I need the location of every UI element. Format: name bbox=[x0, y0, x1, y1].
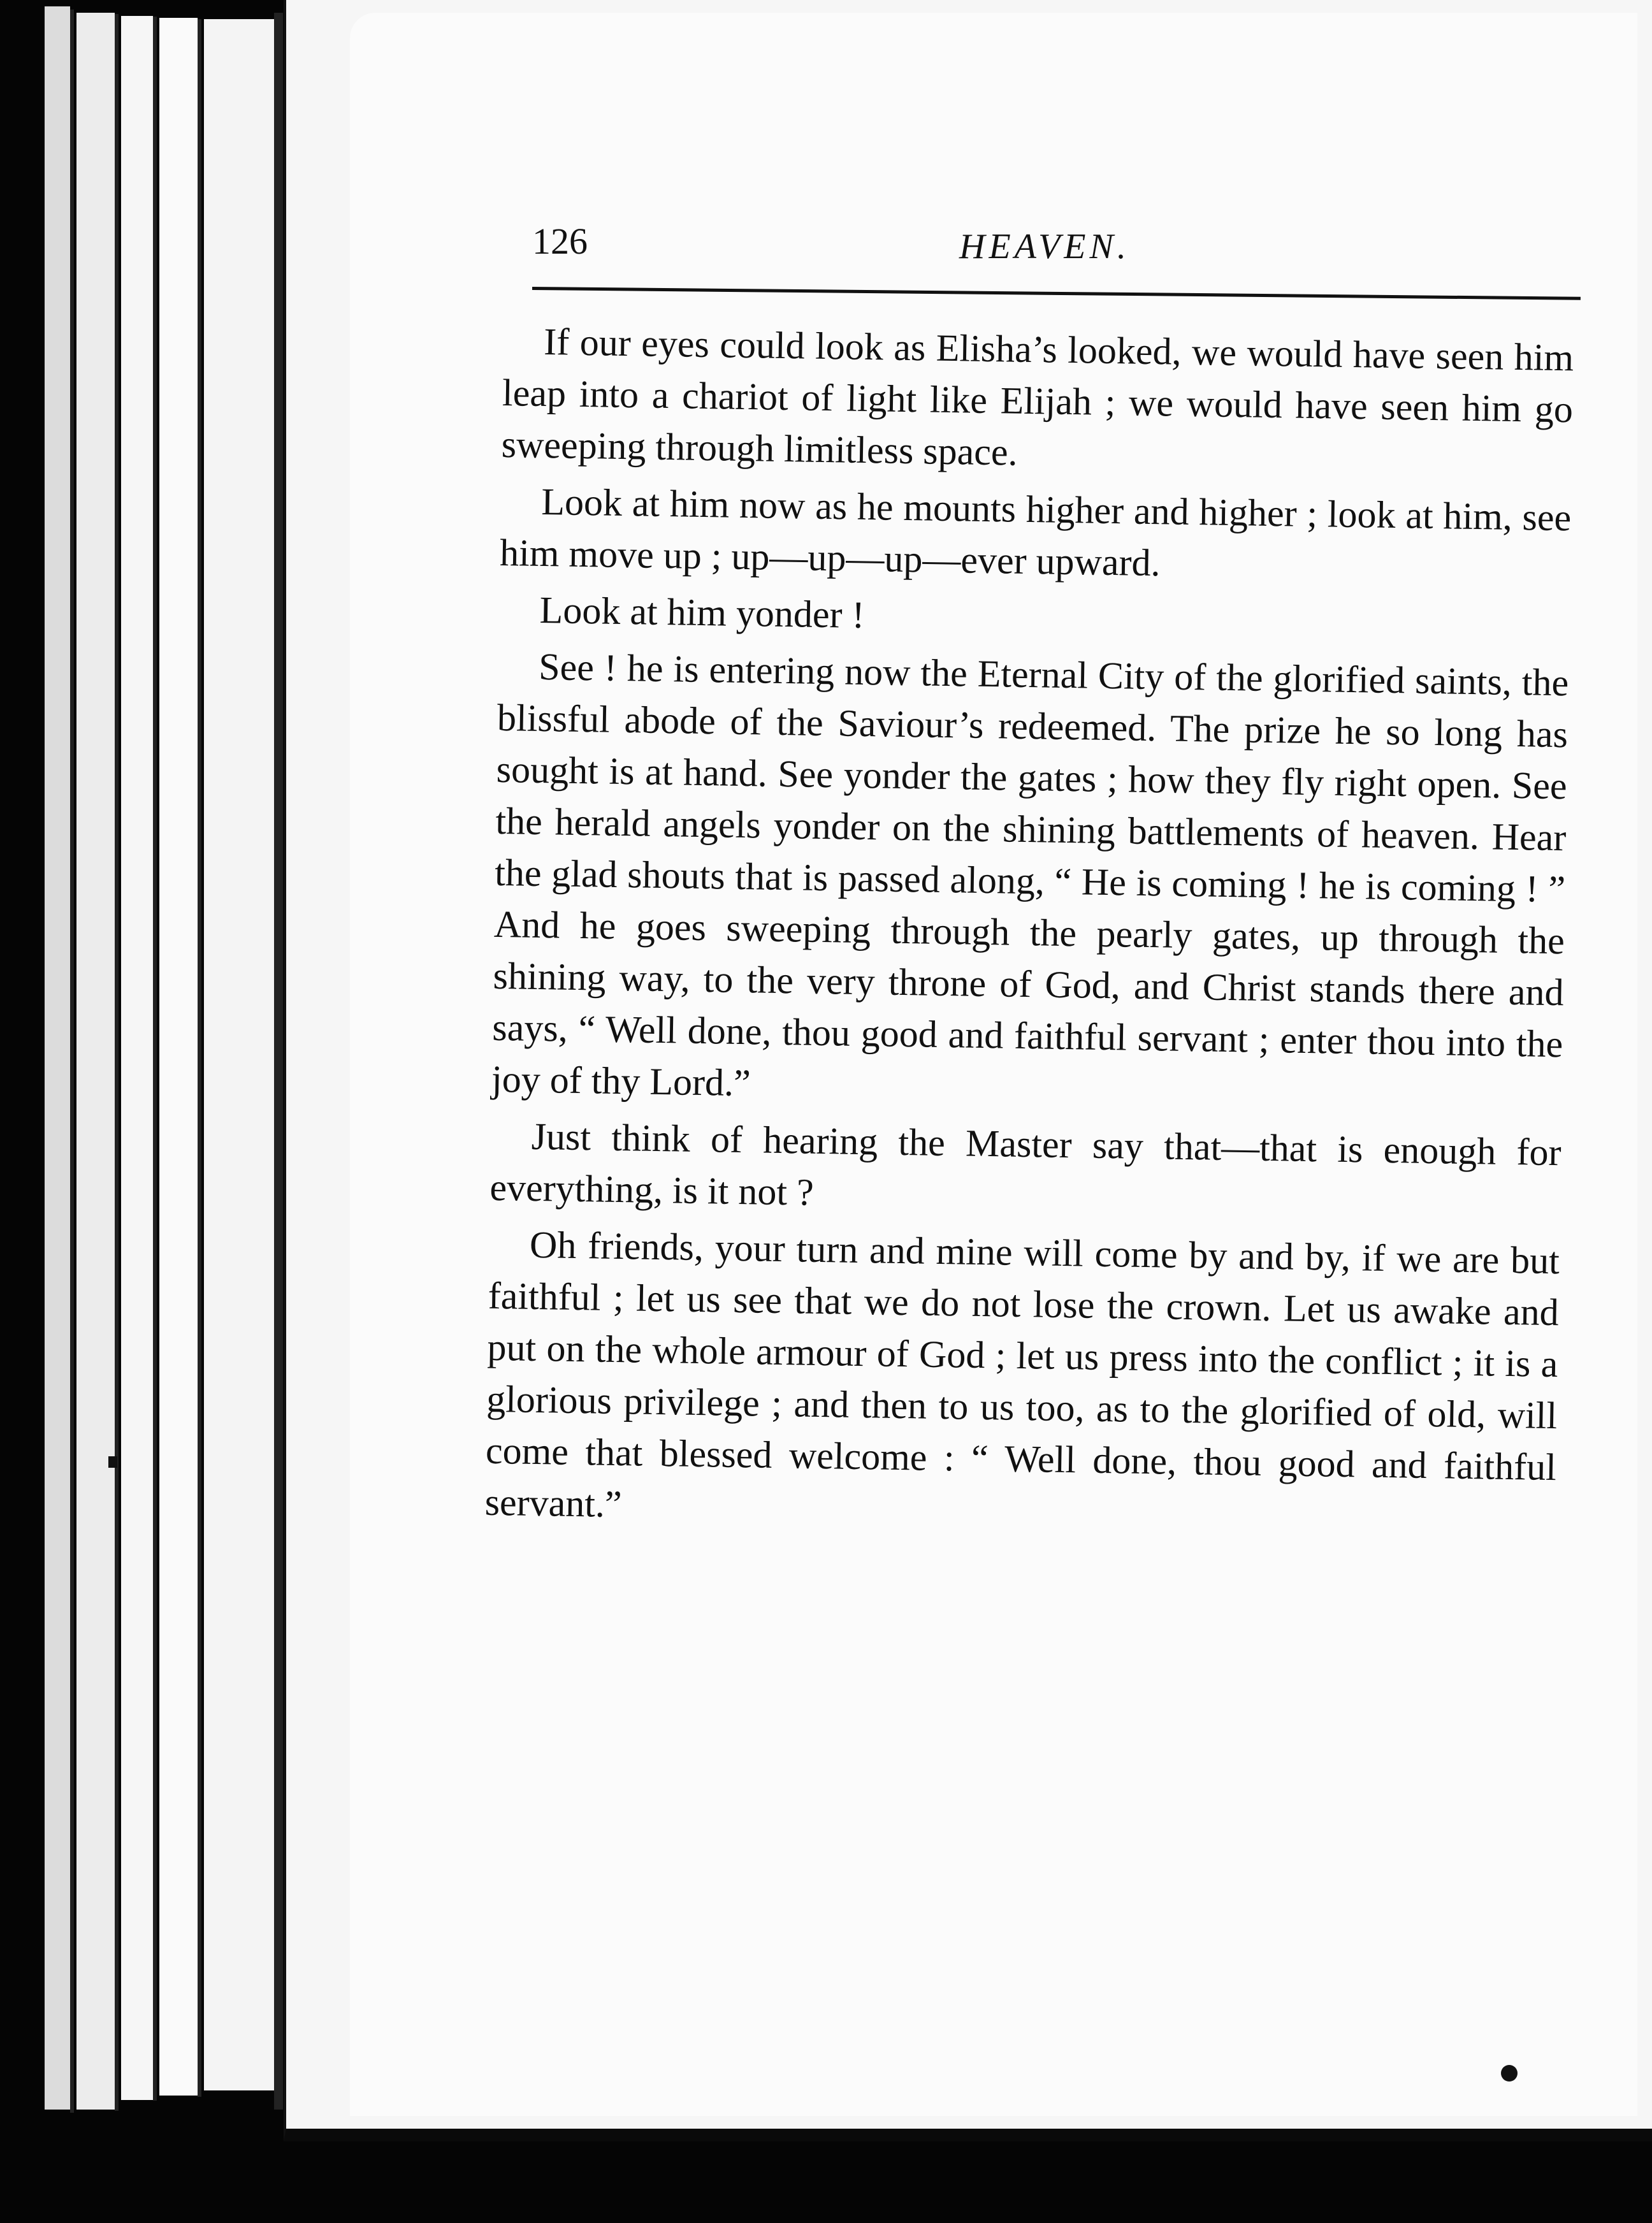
ink-dot bbox=[1501, 2065, 1518, 2082]
page-edge bbox=[159, 18, 198, 2096]
paragraph: Oh friends, your turn and mine will come by and by, if we are but faithful ; let us see that we do not lose the crown. Let us awake and put on the whole armour of God ; let us press into the conflict ; it is a glorious privilege ; and then to us too, as to the glorified of old, will come that blessed welcome : “ Well done, thou good and faithful servant.” bbox=[484, 1223, 1560, 1526]
paragraph: Look at him now as he mounts higher and higher ; look at him, see him move up ; up—up—up—ever upward. bbox=[499, 480, 1572, 584]
paragraph: Just think of hearing the Master say that—that is enough for everything, is it not ? bbox=[489, 1115, 1562, 1213]
running-title: HEAVEN. bbox=[959, 227, 1130, 266]
page-edge bbox=[204, 19, 274, 2090]
page-edge-line bbox=[274, 13, 283, 2110]
page-edge bbox=[76, 13, 115, 2110]
page-number: 126 bbox=[532, 221, 588, 262]
page-edge bbox=[121, 16, 153, 2100]
page-edge-line bbox=[198, 19, 201, 2097]
page-edge-line bbox=[115, 14, 119, 2111]
paragraph: Look at him yonder ! bbox=[539, 588, 866, 636]
margin-mark bbox=[108, 1456, 117, 1468]
paragraph: If our eyes could look as Elisha’s looked, we would have seen him leap into a chariot of light like Elijah ; we would have seen him go sweeping through limitless space. bbox=[501, 321, 1574, 474]
body-text bbox=[484, 315, 1574, 1550]
running-head bbox=[532, 220, 1577, 277]
page-edge-line bbox=[70, 10, 74, 2113]
paragraph: See ! he is entering now the Eternal City of the glorified saints, the blissful abode of the Saviour’s redeemed. The prize he so long has sought is at hand. See yonder the gates ; how they fly right open. See the herald angels yonder on the shining battlements of heaven. Hear the glad shouts that is passed along, “ He is coming ! he is coming ! ” And he goes sweeping through the pearly gates, up through the shining way, to the very throne of God, and Christ stands there and says, “ Well done, thou good and faithful servant ; enter thou into the joy of thy Lord.” bbox=[491, 645, 1569, 1104]
page-edge bbox=[45, 6, 70, 2110]
page-edge-line bbox=[153, 17, 157, 2101]
